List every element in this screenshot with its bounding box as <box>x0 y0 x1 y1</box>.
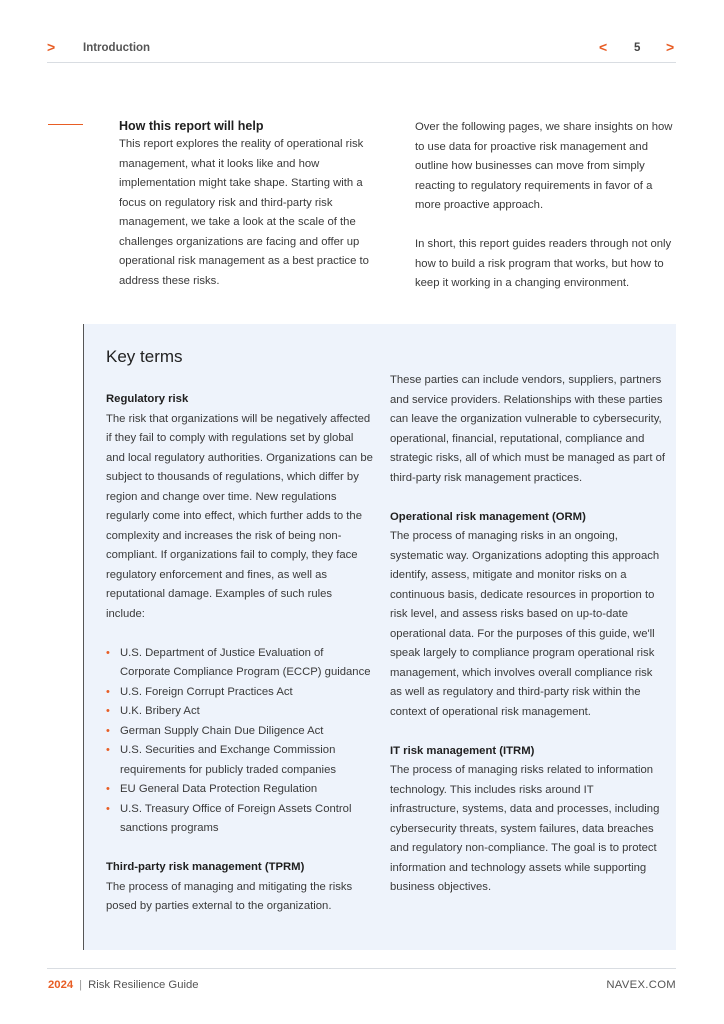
footer-guide-label <box>48 979 199 991</box>
list-item: • U.S. Treasury Office of Foreign Assets Control sanctions programs <box>106 800 374 839</box>
term-definition-continued: These parties can include vendors, suppliers, partners and service providers. Relationships with these parties can leave the organization vulnerable to cybersecurity, operational, financial, reputational, compliance and strategic risks, all of which must be managed as part of third-party risk management practices. <box>390 374 666 484</box>
footer-separator: | <box>79 979 83 991</box>
footer-divider <box>47 968 676 969</box>
term-definition: The process of managing risks related to information technology. This includes risks around IT infrastructure, systems, data and processes, including cybersecurity threats, system failures, data breaches and regulatory non-compliance. The goal is to protect information and technology assets while supporting business objectives. <box>390 764 660 893</box>
intro-paragraph: Over the following pages, we share insights on how to use data for proactive risk management and outline how businesses can move from simply reacting to regulatory requirements in favor of a more proactive approach. <box>415 121 673 211</box>
term-heading: IT risk management (ITRM) <box>390 744 535 757</box>
footer-year: 2024 <box>48 979 74 991</box>
term-heading: Operational risk management (ORM) <box>390 510 586 523</box>
page-number: 5 <box>634 42 641 54</box>
term-definition: The process of managing and mitigating the risks posed by parties external to the organization. <box>106 880 353 912</box>
header-divider <box>47 62 676 63</box>
key-terms-title: Key terms <box>106 347 183 366</box>
key-terms-left-column <box>106 390 374 917</box>
list-item: • German Supply Chain Due Diligence Act <box>106 722 374 742</box>
term-heading: Third-party risk management (TPRM) <box>106 861 305 873</box>
term-definition: The risk that organizations will be negatively affected if they fail to comply with regulations set by global and local regulatory authorities. Organizations can be subject to thousands of regulations, which differ by region and change over time. New regulations regularly come into effect, which further adds to the complexity and increases the risk of being non-compliant. If organizations fail to comply, they face regulatory enforcement and fines, as well as reputational damage. Examples of such rules include: <box>106 412 373 620</box>
accent-line <box>48 124 83 125</box>
section-arrow-icon: > <box>47 39 56 55</box>
regulation-list <box>106 644 374 839</box>
section-title: Introduction <box>83 42 151 54</box>
footer-guide-name: Risk Resilience Guide <box>88 979 199 991</box>
intro-paragraph: In short, this report guides readers through not only how to build a risk program that works, but how to keep it working in a changing environment. <box>415 238 672 289</box>
next-page-button[interactable]: > <box>666 39 675 55</box>
footer-site-link[interactable]: NAVEX.COM <box>606 979 676 991</box>
list-item: • U.S. Securities and Exchange Commission requirements for publicly traded companies <box>106 741 374 780</box>
term-heading: Regulatory risk <box>106 393 189 405</box>
previous-page-button[interactable]: < <box>599 39 608 55</box>
intro-heading: How this report will help <box>119 119 264 133</box>
intro-right-column <box>415 118 677 294</box>
list-item: • U.S. Department of Justice Evaluation of Corporate Compliance Program (ECCP) guidance <box>106 644 374 683</box>
list-item: • U.K. Bribery Act <box>106 702 374 722</box>
intro-left-column <box>119 118 381 291</box>
list-item: • EU General Data Protection Regulation <box>106 780 374 800</box>
term-definition: The process of managing risks in an ongoing, systematic way. Organizations adopting this approach identify, assess, mitigate and monitor risks on a continuous basis, dedicate resources in proportion to risk level, and assess risks based on up-to-date operational data. For the purposes of this guide, we'll speak largely to compliance program operational risk management, which involves overall compliance risk as well as regulatory and third-party risk within the context of operational risk management. <box>390 530 660 718</box>
list-item: • U.S. Foreign Corrupt Practices Act <box>106 683 374 703</box>
key-terms-right-column <box>390 371 665 898</box>
intro-paragraph: This report explores the reality of operational risk management, what it looks like and how implementation might take shape. Starting with a focus on regulatory risk and third-party risk management, we take a look at the scale of the challenges organizations are facing and offer up operational risk management as a best practice to address these risks. <box>119 138 369 287</box>
